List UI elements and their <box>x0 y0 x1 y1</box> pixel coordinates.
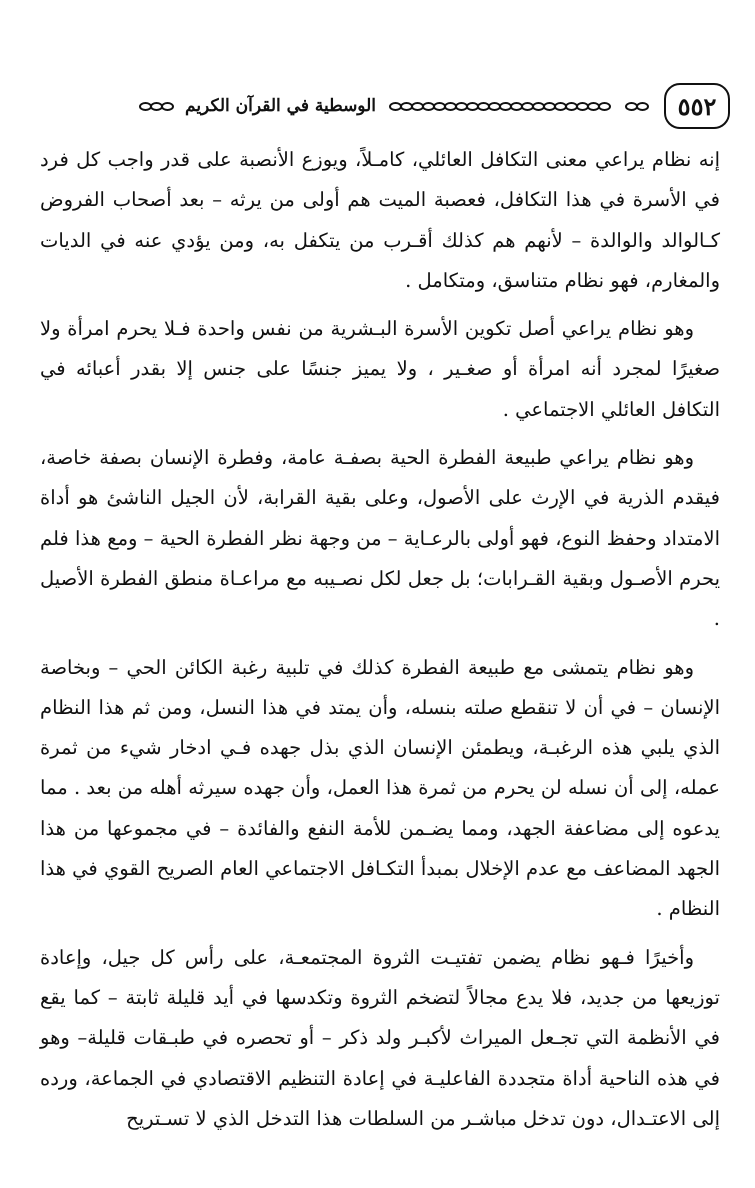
page-number-frame <box>664 83 730 129</box>
page-body <box>40 140 720 1147</box>
chain-ornament-icon <box>390 102 610 111</box>
chain-ornament-icon <box>140 102 173 111</box>
paragraph: إنه نظام يراعي معنى التكافل العائلي، كامـلاً، ويوزع الأنصبة على قدر واجب كل فرد في الأسرة في هذا التكافل، فعصبة الميت هم أولى من يرثه – بعد أصحاب الفروض كـالوالد والوالدة – لأنهم هم كذلك أقـرب من يتكفل به، ومن يؤدي عنه في الديات والمغارم، فهو نظام متناسق، ومتكامل . <box>40 148 720 292</box>
page-header <box>30 80 730 132</box>
running-title: الوسطية في القرآن الكريم <box>185 96 376 116</box>
chain-ornament-icon <box>626 102 648 111</box>
paragraph: وهو نظام يراعي أصل تكوين الأسرة البـشرية من نفس واحدة فـلا يحرم امرأة ولا صغيرًا لمجرد أنه امرأة أو صغـير ، ولا يميز جنسًا على جنس إلا بقدر أعبائه في التكافل العائلي الاجتماعي . <box>40 317 720 421</box>
paragraph: وأخيرًا فـهو نظام يضمن تفتيـت الثروة المجتمعـة، على رأس كل جيل، وإعادة توزيعها من جديد، فلا يدع مجالاً لتضخم الثروة وتكدسها في أيد قليلة ثابتة – كما يقع في الأنظمة التي تجـعل الميراث لأكبـر ولد ذكر – أو تحصره في طبـقات قليلة– وهو في هذه الناحية أداة متجددة الفاعليـة في إعادة التنظيم الاقتصادي في الجماعة، ورده إلى الاعتـدال، دون تدخل مباشـر من السلطات هذا التدخل الذي لا تسـتريح <box>40 945 720 1130</box>
page-number: ٥٥٢ <box>677 91 717 121</box>
paragraph: وهو نظام يتمشى مع طبيعة الفطرة كذلك في تلبية رغبة الكائن الحي – وبخاصة الإنسان – في أن لا تنقطع صلته بنسله، وأن يمتد في هذا النسل، ومن ثم هذا النظام الذي يلبي هذه الرغبـة، ويطمئن الإنسان الذي بذل جهده فـي ادخار شيء من ثمرة عمله، إلى أن نسله لن يحرم من ثمرة هذا العمل، وأن جهده سيرثه أهله من بعد . مما يدعوه إلى مضاعفة الجهد، ومما يضـمن للأمة النفع والفائدة – في مجموعها من هذا الجهد المضاعف مع عدم الإخلال بمبدأ التكـافل الاجتماعي العام الصريح القوي في هذا النظام . <box>40 655 720 921</box>
paragraph: وهو نظام يراعي طبيعة الفطرة الحية بصفـة عامة، وفطرة الإنسان بصفة خاصة، فيقدم الذرية في الإرث على الأصول، وعلى بقية القرابة، لأن الجيل الناشئ هو أداة الامتداد وحفظ النوع، فهو أولى بالرعـاية – من وجهة نظر الفطرة الحية – ومع هذا فلم يحرم الأصـول وبقية القـرابات؛ بل جعل لكل نصـيبه مع مراعـاة منطق الفطرة الأصيل . <box>40 446 720 631</box>
